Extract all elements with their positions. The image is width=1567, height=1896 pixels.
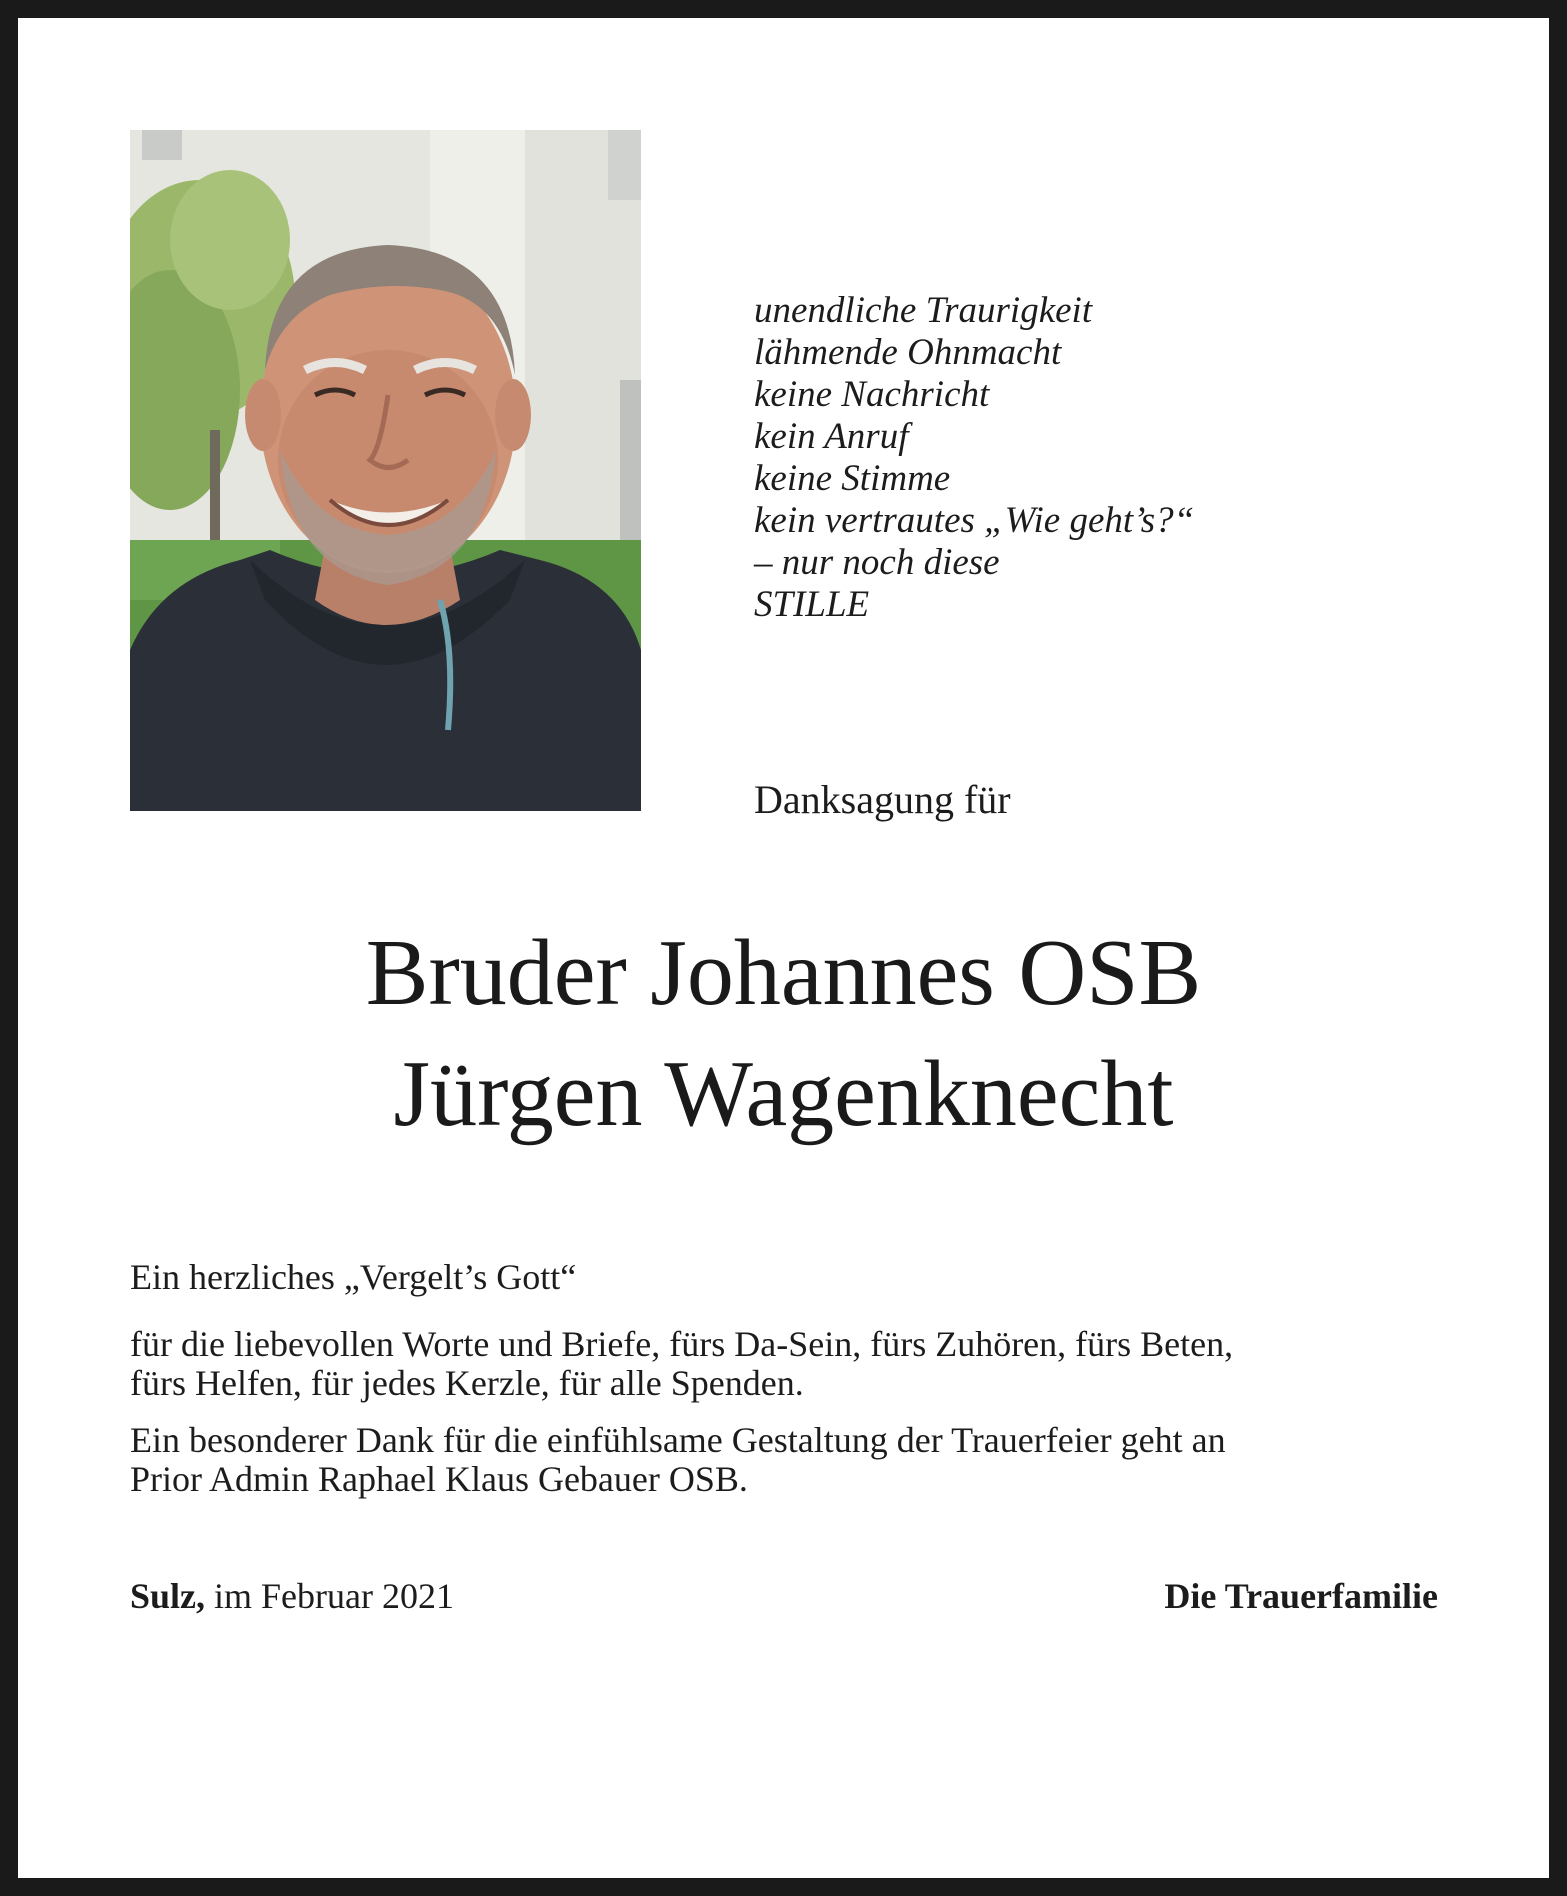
body-text-line: fürs Helfen, für jedes Kerzle, für alle Spenden. (130, 1363, 804, 1403)
memorial-poem (754, 290, 1194, 626)
poem-line: keine Nachricht (754, 374, 990, 415)
body-text-line: Ein besonderer Dank für die einfühlsame Gestaltung der Trauerfeier geht an (130, 1420, 1226, 1460)
poem-line: keine Stimme (754, 458, 951, 499)
poem-line: – nur noch diese (754, 542, 1000, 583)
place: Sulz, (130, 1576, 206, 1616)
thanks-heading: Danksagung für (754, 777, 1011, 822)
deceased-name-civil: Jürgen Wagenknecht (393, 1042, 1174, 1146)
poem-line: STILLE (754, 584, 870, 625)
body-text-line: für die liebevollen Worte und Briefe, fürs Da-Sein, fürs Zuhören, fürs Beten, (130, 1324, 1234, 1364)
obituary-notice (18, 18, 1549, 1878)
poem-line: kein vertrautes „Wie geht’s?“ (754, 500, 1195, 541)
poem-line: kein Anruf (754, 416, 909, 457)
signature: Die Trauerfamilie (1164, 1576, 1438, 1616)
body-text-line: Prior Admin Raphael Klaus Gebauer OSB. (130, 1459, 748, 1499)
greeting-text: Ein herzliches „Vergelt’s Gott“ (130, 1257, 577, 1297)
poem-line: lähmende Ohnmacht (754, 332, 1062, 373)
date: im Februar 2021 (214, 1576, 454, 1616)
poem-line: unendliche Traurigkeit (754, 290, 1093, 331)
portrait-photo (130, 130, 641, 811)
portrait-illustration (130, 130, 641, 811)
deceased-name-religious: Bruder Johannes OSB (365, 921, 1202, 1025)
place-and-date (130, 1574, 454, 1618)
